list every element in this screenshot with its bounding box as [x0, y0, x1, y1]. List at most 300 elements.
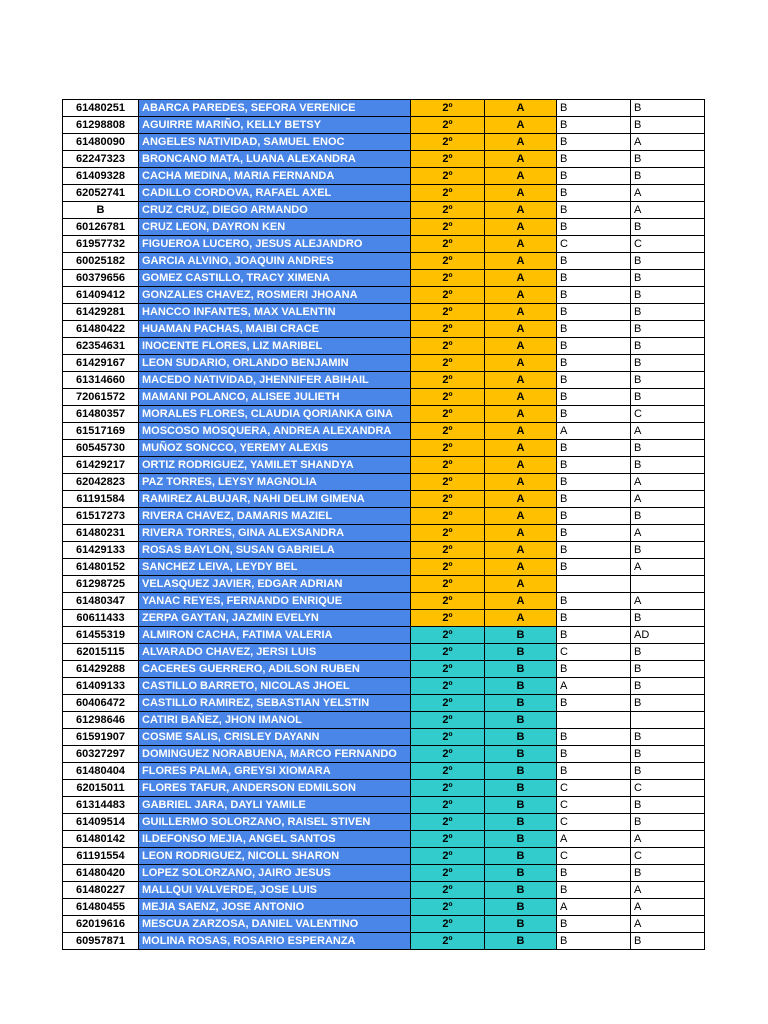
grade-cell[interactable]: 2º — [411, 440, 485, 457]
student-name-cell[interactable]: ABARCA PAREDES, SEFORA VERENICE — [139, 100, 411, 117]
mark-2-cell[interactable]: A — [631, 916, 705, 933]
grade-cell[interactable]: 2º — [411, 576, 485, 593]
student-code-cell[interactable]: 61409328 — [63, 168, 139, 185]
section-cell[interactable]: B — [485, 916, 557, 933]
mark-2-cell[interactable]: B — [631, 440, 705, 457]
mark-1-cell[interactable]: B — [557, 882, 631, 899]
section-cell[interactable]: A — [485, 610, 557, 627]
mark-2-cell[interactable]: C — [631, 848, 705, 865]
grade-cell[interactable]: 2º — [411, 151, 485, 168]
student-code-cell[interactable]: B — [63, 202, 139, 219]
student-name-cell[interactable]: ILDEFONSO MEJIA, ANGEL SANTOS — [139, 831, 411, 848]
grade-cell[interactable]: 2º — [411, 644, 485, 661]
student-name-cell[interactable]: GOMEZ CASTILLO, TRACY XIMENA — [139, 270, 411, 287]
student-name-cell[interactable]: ZERPA GAYTAN, JAZMIN EVELYN — [139, 610, 411, 627]
student-code-cell[interactable]: 60025182 — [63, 253, 139, 270]
section-cell[interactable]: A — [485, 593, 557, 610]
mark-1-cell[interactable]: B — [557, 559, 631, 576]
mark-2-cell[interactable]: A — [631, 559, 705, 576]
section-cell[interactable]: A — [485, 100, 557, 117]
section-cell[interactable]: A — [485, 253, 557, 270]
mark-2-cell[interactable]: A — [631, 593, 705, 610]
mark-2-cell[interactable]: A — [631, 899, 705, 916]
section-cell[interactable]: A — [485, 491, 557, 508]
mark-1-cell[interactable]: B — [557, 134, 631, 151]
mark-2-cell[interactable]: B — [631, 457, 705, 474]
student-name-cell[interactable]: MACEDO NATIVIDAD, JHENNIFER ABIHAIL — [139, 372, 411, 389]
mark-1-cell[interactable]: C — [557, 814, 631, 831]
mark-2-cell[interactable]: B — [631, 644, 705, 661]
student-code-cell[interactable]: 62247323 — [63, 151, 139, 168]
grade-cell[interactable]: 2º — [411, 746, 485, 763]
student-code-cell[interactable]: 61314483 — [63, 797, 139, 814]
student-code-cell[interactable]: 62019616 — [63, 916, 139, 933]
student-code-cell[interactable]: 61480422 — [63, 321, 139, 338]
grade-cell[interactable]: 2º — [411, 916, 485, 933]
mark-1-cell[interactable]: B — [557, 117, 631, 134]
grade-cell[interactable]: 2º — [411, 406, 485, 423]
section-cell[interactable]: A — [485, 134, 557, 151]
section-cell[interactable]: B — [485, 933, 557, 950]
mark-2-cell[interactable]: B — [631, 287, 705, 304]
grade-cell[interactable]: 2º — [411, 287, 485, 304]
student-name-cell[interactable]: MOSCOSO MOSQUERA, ANDREA ALEXANDRA — [139, 423, 411, 440]
section-cell[interactable]: A — [485, 474, 557, 491]
grade-cell[interactable]: 2º — [411, 780, 485, 797]
section-cell[interactable]: A — [485, 219, 557, 236]
mark-2-cell[interactable]: B — [631, 797, 705, 814]
student-name-cell[interactable]: VELASQUEZ JAVIER, EDGAR ADRIAN — [139, 576, 411, 593]
student-code-cell[interactable]: 61191584 — [63, 491, 139, 508]
mark-1-cell[interactable]: B — [557, 474, 631, 491]
mark-2-cell[interactable]: B — [631, 321, 705, 338]
mark-1-cell[interactable]: C — [557, 236, 631, 253]
grade-cell[interactable]: 2º — [411, 372, 485, 389]
student-name-cell[interactable]: GARCIA ALVINO, JOAQUIN ANDRES — [139, 253, 411, 270]
mark-1-cell[interactable]: B — [557, 100, 631, 117]
student-name-cell[interactable]: MALLQUI VALVERDE, JOSE LUIS — [139, 882, 411, 899]
grade-cell[interactable]: 2º — [411, 117, 485, 134]
grade-cell[interactable]: 2º — [411, 899, 485, 916]
section-cell[interactable]: A — [485, 185, 557, 202]
section-cell[interactable]: B — [485, 797, 557, 814]
student-name-cell[interactable]: PAZ TORRES, LEYSY MAGNOLIA — [139, 474, 411, 491]
mark-1-cell[interactable]: B — [557, 355, 631, 372]
mark-2-cell[interactable] — [631, 576, 705, 593]
mark-2-cell[interactable]: A — [631, 423, 705, 440]
student-name-cell[interactable]: FIGUEROA LUCERO, JESUS ALEJANDRO — [139, 236, 411, 253]
mark-1-cell[interactable]: B — [557, 168, 631, 185]
mark-1-cell[interactable]: B — [557, 406, 631, 423]
section-cell[interactable]: B — [485, 661, 557, 678]
mark-2-cell[interactable]: B — [631, 661, 705, 678]
section-cell[interactable]: B — [485, 644, 557, 661]
mark-2-cell[interactable]: B — [631, 100, 705, 117]
student-code-cell[interactable]: 61480347 — [63, 593, 139, 610]
student-code-cell[interactable]: 61191554 — [63, 848, 139, 865]
grade-cell[interactable]: 2º — [411, 508, 485, 525]
mark-1-cell[interactable]: B — [557, 661, 631, 678]
mark-2-cell[interactable]: B — [631, 746, 705, 763]
student-name-cell[interactable]: MOLINA ROSAS, ROSARIO ESPERANZA — [139, 933, 411, 950]
mark-1-cell[interactable]: B — [557, 525, 631, 542]
mark-2-cell[interactable]: C — [631, 780, 705, 797]
section-cell[interactable]: B — [485, 763, 557, 780]
student-code-cell[interactable]: 61429217 — [63, 457, 139, 474]
student-code-cell[interactable]: 61298725 — [63, 576, 139, 593]
grade-cell[interactable]: 2º — [411, 304, 485, 321]
student-name-cell[interactable]: GUILLERMO SOLORZANO, RAISEL STIVEN — [139, 814, 411, 831]
mark-1-cell[interactable] — [557, 712, 631, 729]
grade-cell[interactable]: 2º — [411, 797, 485, 814]
mark-1-cell[interactable]: B — [557, 440, 631, 457]
mark-2-cell[interactable]: A — [631, 525, 705, 542]
mark-1-cell[interactable]: B — [557, 763, 631, 780]
student-code-cell[interactable]: 61480404 — [63, 763, 139, 780]
mark-2-cell[interactable]: B — [631, 763, 705, 780]
student-code-cell[interactable]: 61517273 — [63, 508, 139, 525]
mark-1-cell[interactable]: B — [557, 219, 631, 236]
grade-cell[interactable]: 2º — [411, 882, 485, 899]
section-cell[interactable]: A — [485, 270, 557, 287]
mark-1-cell[interactable]: B — [557, 593, 631, 610]
student-name-cell[interactable]: CADILLO CORDOVA, RAFAEL AXEL — [139, 185, 411, 202]
mark-2-cell[interactable]: B — [631, 389, 705, 406]
section-cell[interactable]: B — [485, 814, 557, 831]
grade-cell[interactable]: 2º — [411, 202, 485, 219]
mark-2-cell[interactable]: B — [631, 542, 705, 559]
student-name-cell[interactable]: HANCCO INFANTES, MAX VALENTIN — [139, 304, 411, 321]
section-cell[interactable]: B — [485, 848, 557, 865]
student-code-cell[interactable]: 61409514 — [63, 814, 139, 831]
student-code-cell[interactable]: 61480090 — [63, 134, 139, 151]
grade-cell[interactable]: 2º — [411, 134, 485, 151]
mark-1-cell[interactable]: B — [557, 933, 631, 950]
grade-cell[interactable]: 2º — [411, 219, 485, 236]
student-name-cell[interactable]: GONZALES CHAVEZ, ROSMERI JHOANA — [139, 287, 411, 304]
mark-2-cell[interactable]: C — [631, 236, 705, 253]
section-cell[interactable]: B — [485, 678, 557, 695]
grade-cell[interactable]: 2º — [411, 389, 485, 406]
student-code-cell[interactable]: 60957871 — [63, 933, 139, 950]
mark-1-cell[interactable]: B — [557, 338, 631, 355]
mark-2-cell[interactable]: B — [631, 355, 705, 372]
mark-1-cell[interactable]: B — [557, 457, 631, 474]
student-code-cell[interactable]: 61517169 — [63, 423, 139, 440]
mark-2-cell[interactable]: A — [631, 202, 705, 219]
mark-2-cell[interactable]: C — [631, 406, 705, 423]
student-name-cell[interactable]: BRONCANO MATA, LUANA ALEXANDRA — [139, 151, 411, 168]
student-name-cell[interactable]: ANGELES NATIVIDAD, SAMUEL ENOC — [139, 134, 411, 151]
section-cell[interactable]: B — [485, 627, 557, 644]
student-name-cell[interactable]: ROSAS BAYLON, SUSAN GABRIELA — [139, 542, 411, 559]
mark-2-cell[interactable]: B — [631, 695, 705, 712]
grade-cell[interactable]: 2º — [411, 491, 485, 508]
section-cell[interactable]: B — [485, 899, 557, 916]
grade-cell[interactable]: 2º — [411, 695, 485, 712]
student-name-cell[interactable]: RIVERA TORRES, GINA ALEXSANDRA — [139, 525, 411, 542]
mark-2-cell[interactable] — [631, 712, 705, 729]
mark-2-cell[interactable]: B — [631, 678, 705, 695]
grade-cell[interactable]: 2º — [411, 100, 485, 117]
student-name-cell[interactable]: AGUIRRE MARIÑO, KELLY BETSY — [139, 117, 411, 134]
student-name-cell[interactable]: CRUZ CRUZ, DIEGO ARMANDO — [139, 202, 411, 219]
section-cell[interactable]: A — [485, 355, 557, 372]
mark-2-cell[interactable]: B — [631, 219, 705, 236]
student-code-cell[interactable]: 61429133 — [63, 542, 139, 559]
mark-2-cell[interactable]: A — [631, 831, 705, 848]
mark-1-cell[interactable]: B — [557, 304, 631, 321]
student-name-cell[interactable]: LOPEZ SOLORZANO, JAIRO JESUS — [139, 865, 411, 882]
section-cell[interactable]: B — [485, 729, 557, 746]
section-cell[interactable]: A — [485, 202, 557, 219]
section-cell[interactable]: B — [485, 695, 557, 712]
student-name-cell[interactable]: CACERES GUERRERO, ADILSON RUBEN — [139, 661, 411, 678]
student-code-cell[interactable]: 61480231 — [63, 525, 139, 542]
grade-cell[interactable]: 2º — [411, 559, 485, 576]
mark-1-cell[interactable]: B — [557, 627, 631, 644]
section-cell[interactable]: A — [485, 423, 557, 440]
mark-2-cell[interactable]: A — [631, 134, 705, 151]
grade-cell[interactable]: 2º — [411, 729, 485, 746]
grade-cell[interactable]: 2º — [411, 593, 485, 610]
student-code-cell[interactable]: 61429167 — [63, 355, 139, 372]
student-code-cell[interactable]: 61480227 — [63, 882, 139, 899]
student-name-cell[interactable]: LEON RODRIGUEZ, NICOLL SHARON — [139, 848, 411, 865]
mark-1-cell[interactable]: B — [557, 542, 631, 559]
section-cell[interactable]: A — [485, 576, 557, 593]
section-cell[interactable]: A — [485, 525, 557, 542]
grade-cell[interactable]: 2º — [411, 423, 485, 440]
grade-cell[interactable]: 2º — [411, 661, 485, 678]
mark-1-cell[interactable]: C — [557, 780, 631, 797]
grade-cell[interactable]: 2º — [411, 831, 485, 848]
student-code-cell[interactable]: 61480455 — [63, 899, 139, 916]
student-name-cell[interactable]: CATIRI BAÑEZ, JHON IMANOL — [139, 712, 411, 729]
grade-cell[interactable]: 2º — [411, 848, 485, 865]
grade-cell[interactable]: 2º — [411, 627, 485, 644]
mark-1-cell[interactable]: B — [557, 491, 631, 508]
mark-1-cell[interactable]: B — [557, 865, 631, 882]
mark-2-cell[interactable]: B — [631, 151, 705, 168]
student-name-cell[interactable]: CASTILLO BARRETO, NICOLAS JHOEL — [139, 678, 411, 695]
section-cell[interactable]: B — [485, 865, 557, 882]
section-cell[interactable]: A — [485, 304, 557, 321]
student-code-cell[interactable]: 61298808 — [63, 117, 139, 134]
grade-cell[interactable]: 2º — [411, 270, 485, 287]
student-name-cell[interactable]: SANCHEZ LEIVA, LEYDY BEL — [139, 559, 411, 576]
student-name-cell[interactable]: ALVARADO CHAVEZ, JERSI LUIS — [139, 644, 411, 661]
section-cell[interactable]: A — [485, 372, 557, 389]
mark-1-cell[interactable]: B — [557, 270, 631, 287]
student-code-cell[interactable]: 62052741 — [63, 185, 139, 202]
student-name-cell[interactable]: CASTILLO RAMIREZ, SEBASTIAN YELSTIN — [139, 695, 411, 712]
section-cell[interactable]: A — [485, 508, 557, 525]
mark-1-cell[interactable]: C — [557, 644, 631, 661]
mark-1-cell[interactable]: B — [557, 389, 631, 406]
grade-cell[interactable]: 2º — [411, 678, 485, 695]
student-name-cell[interactable]: LEON SUDARIO, ORLANDO BENJAMIN — [139, 355, 411, 372]
mark-2-cell[interactable]: B — [631, 508, 705, 525]
student-code-cell[interactable]: 61480251 — [63, 100, 139, 117]
mark-2-cell[interactable]: B — [631, 117, 705, 134]
mark-1-cell[interactable]: B — [557, 729, 631, 746]
student-code-cell[interactable]: 61480152 — [63, 559, 139, 576]
section-cell[interactable]: B — [485, 712, 557, 729]
student-code-cell[interactable]: 61480142 — [63, 831, 139, 848]
mark-2-cell[interactable]: A — [631, 474, 705, 491]
student-code-cell[interactable]: 62042823 — [63, 474, 139, 491]
mark-2-cell[interactable]: B — [631, 168, 705, 185]
student-name-cell[interactable]: ORTIZ RODRIGUEZ, YAMILET SHANDYA — [139, 457, 411, 474]
grade-cell[interactable]: 2º — [411, 525, 485, 542]
grade-cell[interactable]: 2º — [411, 814, 485, 831]
mark-1-cell[interactable]: A — [557, 678, 631, 695]
grade-cell[interactable]: 2º — [411, 763, 485, 780]
mark-2-cell[interactable]: B — [631, 253, 705, 270]
student-code-cell[interactable]: 60327297 — [63, 746, 139, 763]
section-cell[interactable]: A — [485, 406, 557, 423]
student-name-cell[interactable]: RAMIREZ ALBUJAR, NAHI DELIM GIMENA — [139, 491, 411, 508]
mark-1-cell[interactable]: B — [557, 610, 631, 627]
mark-1-cell[interactable]: B — [557, 151, 631, 168]
student-code-cell[interactable]: 60545730 — [63, 440, 139, 457]
grade-cell[interactable]: 2º — [411, 236, 485, 253]
mark-1-cell[interactable]: B — [557, 321, 631, 338]
student-code-cell[interactable]: 61480420 — [63, 865, 139, 882]
section-cell[interactable]: A — [485, 151, 557, 168]
section-cell[interactable]: A — [485, 321, 557, 338]
grade-cell[interactable]: 2º — [411, 457, 485, 474]
grade-cell[interactable]: 2º — [411, 865, 485, 882]
mark-2-cell[interactable]: B — [631, 372, 705, 389]
mark-2-cell[interactable]: A — [631, 185, 705, 202]
student-code-cell[interactable]: 61429281 — [63, 304, 139, 321]
student-name-cell[interactable]: MESCUA ZARZOSA, DANIEL VALENTINO — [139, 916, 411, 933]
mark-1-cell[interactable]: B — [557, 508, 631, 525]
mark-2-cell[interactable]: B — [631, 865, 705, 882]
section-cell[interactable]: B — [485, 882, 557, 899]
section-cell[interactable]: A — [485, 440, 557, 457]
mark-1-cell[interactable]: C — [557, 797, 631, 814]
student-code-cell[interactable]: 62354631 — [63, 338, 139, 355]
section-cell[interactable]: B — [485, 780, 557, 797]
student-code-cell[interactable]: 60379656 — [63, 270, 139, 287]
grade-cell[interactable]: 2º — [411, 168, 485, 185]
mark-2-cell[interactable]: A — [631, 882, 705, 899]
section-cell[interactable]: A — [485, 389, 557, 406]
student-code-cell[interactable]: 61409133 — [63, 678, 139, 695]
mark-1-cell[interactable]: B — [557, 695, 631, 712]
section-cell[interactable]: A — [485, 559, 557, 576]
student-code-cell[interactable]: 61957732 — [63, 236, 139, 253]
mark-2-cell[interactable]: AD — [631, 627, 705, 644]
grade-cell[interactable]: 2º — [411, 712, 485, 729]
grade-cell[interactable]: 2º — [411, 933, 485, 950]
student-name-cell[interactable]: MUÑOZ SONCCO, YEREMY ALEXIS — [139, 440, 411, 457]
mark-1-cell[interactable]: B — [557, 287, 631, 304]
student-name-cell[interactable]: HUAMAN PACHAS, MAIBI CRACE — [139, 321, 411, 338]
mark-1-cell[interactable]: B — [557, 746, 631, 763]
mark-2-cell[interactable]: B — [631, 814, 705, 831]
student-name-cell[interactable]: FLORES PALMA, GREYSI XIOMARA — [139, 763, 411, 780]
mark-1-cell[interactable]: A — [557, 423, 631, 440]
student-code-cell[interactable]: 62015115 — [63, 644, 139, 661]
student-name-cell[interactable]: FLORES TAFUR, ANDERSON EDMILSON — [139, 780, 411, 797]
section-cell[interactable]: A — [485, 117, 557, 134]
section-cell[interactable]: B — [485, 831, 557, 848]
student-name-cell[interactable]: DOMINGUEZ NORABUENA, MARCO FERNANDO — [139, 746, 411, 763]
grade-cell[interactable]: 2º — [411, 474, 485, 491]
mark-2-cell[interactable]: B — [631, 933, 705, 950]
student-code-cell[interactable]: 61314660 — [63, 372, 139, 389]
grade-cell[interactable]: 2º — [411, 355, 485, 372]
section-cell[interactable]: B — [485, 746, 557, 763]
student-name-cell[interactable]: GABRIEL JARA, DAYLI YAMILE — [139, 797, 411, 814]
mark-2-cell[interactable]: B — [631, 270, 705, 287]
mark-1-cell[interactable]: B — [557, 185, 631, 202]
section-cell[interactable]: A — [485, 338, 557, 355]
mark-1-cell[interactable]: A — [557, 831, 631, 848]
student-name-cell[interactable]: ALMIRON CACHA, FATIMA VALERIA — [139, 627, 411, 644]
mark-1-cell[interactable]: B — [557, 372, 631, 389]
section-cell[interactable]: A — [485, 236, 557, 253]
student-code-cell[interactable]: 60611433 — [63, 610, 139, 627]
student-name-cell[interactable]: RIVERA CHAVEZ, DAMARIS MAZIEL — [139, 508, 411, 525]
grade-cell[interactable]: 2º — [411, 610, 485, 627]
grade-cell[interactable]: 2º — [411, 321, 485, 338]
student-name-cell[interactable]: CRUZ LEON, DAYRON KEN — [139, 219, 411, 236]
section-cell[interactable]: A — [485, 168, 557, 185]
mark-1-cell[interactable]: B — [557, 253, 631, 270]
mark-1-cell[interactable] — [557, 576, 631, 593]
student-name-cell[interactable]: COSME SALIS, CRISLEY DAYANN — [139, 729, 411, 746]
mark-1-cell[interactable]: A — [557, 899, 631, 916]
student-name-cell[interactable]: MORALES FLORES, CLAUDIA QORIANKA GINA — [139, 406, 411, 423]
student-name-cell[interactable]: CACHA MEDINA, MARIA FERNANDA — [139, 168, 411, 185]
student-code-cell[interactable]: 61409412 — [63, 287, 139, 304]
section-cell[interactable]: A — [485, 457, 557, 474]
grade-cell[interactable]: 2º — [411, 185, 485, 202]
student-code-cell[interactable]: 61591907 — [63, 729, 139, 746]
student-code-cell[interactable]: 61298646 — [63, 712, 139, 729]
mark-2-cell[interactable]: B — [631, 610, 705, 627]
grade-cell[interactable]: 2º — [411, 253, 485, 270]
student-code-cell[interactable]: 61429288 — [63, 661, 139, 678]
grade-cell[interactable]: 2º — [411, 338, 485, 355]
student-code-cell[interactable]: 61455319 — [63, 627, 139, 644]
mark-1-cell[interactable]: B — [557, 202, 631, 219]
mark-1-cell[interactable]: C — [557, 848, 631, 865]
mark-1-cell[interactable]: B — [557, 916, 631, 933]
student-code-cell[interactable]: 60126781 — [63, 219, 139, 236]
mark-2-cell[interactable]: B — [631, 304, 705, 321]
section-cell[interactable]: A — [485, 542, 557, 559]
student-code-cell[interactable]: 72061572 — [63, 389, 139, 406]
student-name-cell[interactable]: MAMANI POLANCO, ALISEE JULIETH — [139, 389, 411, 406]
student-code-cell[interactable]: 62015011 — [63, 780, 139, 797]
grade-cell[interactable]: 2º — [411, 542, 485, 559]
mark-2-cell[interactable]: B — [631, 338, 705, 355]
student-name-cell[interactable]: YANAC REYES, FERNANDO ENRIQUE — [139, 593, 411, 610]
mark-2-cell[interactable]: B — [631, 729, 705, 746]
mark-2-cell[interactable]: A — [631, 491, 705, 508]
student-name-cell[interactable]: MEJIA SAENZ, JOSE ANTONIO — [139, 899, 411, 916]
student-code-cell[interactable]: 60406472 — [63, 695, 139, 712]
section-cell[interactable]: A — [485, 287, 557, 304]
student-name-cell[interactable]: INOCENTE FLORES, LIZ MARIBEL — [139, 338, 411, 355]
student-code-cell[interactable]: 61480357 — [63, 406, 139, 423]
